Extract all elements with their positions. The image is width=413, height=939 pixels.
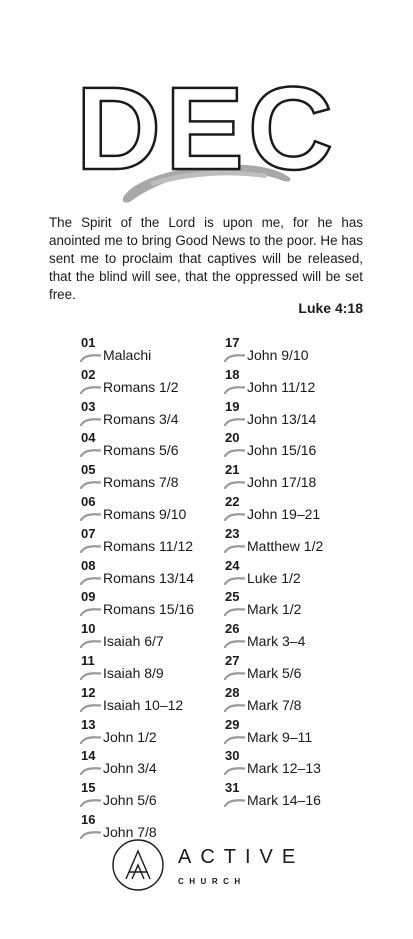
day-number: 09	[81, 589, 96, 605]
day-number: 24	[225, 557, 240, 573]
day-number: 19	[225, 398, 240, 414]
reading-list-left	[80, 336, 230, 845]
swoosh-icon	[80, 476, 102, 494]
reading-passage: Mark 7/8	[247, 696, 302, 713]
swoosh-icon	[80, 635, 102, 653]
day-number: 20	[225, 430, 240, 446]
day-number: 10	[81, 621, 96, 637]
swoosh-icon	[224, 381, 246, 399]
swoosh-icon	[224, 635, 246, 653]
scripture-reference: Luke 4:18	[298, 300, 363, 316]
reading-passage: John 17/18	[247, 474, 317, 491]
reading-passage: John 7/8	[103, 823, 157, 840]
reading-list-right	[224, 336, 374, 813]
reading-passage: Romans 9/10	[103, 505, 187, 522]
reading-entry	[224, 781, 374, 813]
reading-passage: John 19–21	[247, 505, 321, 522]
swoosh-icon	[224, 699, 246, 717]
day-number: 16	[81, 811, 96, 827]
reading-passage: Mark 12–13	[247, 760, 321, 777]
reading-entry	[224, 590, 374, 622]
day-number: 15	[81, 780, 96, 796]
swoosh-icon	[224, 603, 246, 621]
swoosh-icon	[80, 699, 102, 717]
swoosh-icon	[80, 794, 102, 812]
day-number: 14	[81, 748, 96, 764]
day-number: 18	[225, 366, 240, 382]
reading-entry	[80, 749, 230, 781]
day-number: 04	[81, 430, 96, 446]
swoosh-icon	[80, 508, 102, 526]
swoosh-icon	[224, 667, 246, 685]
reading-entry	[80, 559, 230, 591]
swoosh-icon	[80, 826, 102, 844]
month-title: DEC	[75, 63, 338, 195]
swoosh-icon	[80, 444, 102, 462]
swoosh-icon	[224, 349, 246, 367]
swoosh-icon	[80, 603, 102, 621]
reading-entry	[80, 495, 230, 527]
swoosh-icon	[80, 349, 102, 367]
day-number: 21	[225, 462, 240, 478]
reading-entry	[224, 463, 374, 495]
reading-passage: Romans 1/2	[103, 378, 179, 395]
reading-passage: Matthew 1/2	[247, 537, 324, 554]
day-number: 02	[81, 366, 96, 382]
swoosh-icon	[224, 540, 246, 558]
reading-passage: Mark 1/2	[247, 601, 302, 618]
swoosh-icon	[224, 508, 246, 526]
reading-entry	[224, 400, 374, 432]
day-number: 23	[225, 525, 240, 541]
reading-passage: Romans 3/4	[103, 410, 179, 427]
reading-entry	[80, 527, 230, 559]
reading-passage: Isaiah 6/7	[103, 633, 164, 650]
swoosh-icon	[80, 762, 102, 780]
day-number: 27	[225, 652, 240, 668]
day-number: 01	[81, 335, 96, 350]
day-number: 30	[225, 748, 240, 764]
reading-passage: Malachi	[103, 347, 152, 363]
day-number: 12	[81, 684, 96, 700]
day-number: 17	[225, 335, 240, 350]
reading-passage: Mark 9–11	[247, 728, 313, 745]
swoosh-icon	[224, 476, 246, 494]
reading-passage: Mark 14–16	[247, 792, 321, 809]
reading-entry	[80, 686, 230, 718]
reading-passage: Isaiah 10–12	[103, 696, 184, 713]
reading-entry	[80, 463, 230, 495]
day-number: 07	[81, 525, 96, 541]
day-number: 28	[225, 684, 240, 700]
reading-entry	[80, 336, 230, 368]
church-logo	[111, 838, 311, 894]
month-header	[0, 63, 413, 210]
reading-passage: John 3/4	[103, 760, 157, 777]
swoosh-icon	[80, 572, 102, 590]
active-logo-icon	[111, 838, 165, 892]
reading-passage: Luke 1/2	[247, 569, 301, 586]
swoosh-icon	[80, 731, 102, 749]
reading-entry	[80, 400, 230, 432]
reading-passage: Romans 7/8	[103, 474, 179, 491]
swoosh-icon	[80, 540, 102, 558]
reading-entry	[224, 495, 374, 527]
day-number: 03	[81, 398, 96, 414]
reading-entry	[224, 431, 374, 463]
swoosh-icon	[80, 413, 102, 431]
reading-passage: John 9/10	[247, 347, 309, 363]
reading-entry	[224, 654, 374, 686]
reading-entry	[224, 527, 374, 559]
day-number: 31	[225, 780, 240, 796]
reading-passage: Mark 5/6	[247, 664, 302, 681]
reading-entry	[80, 431, 230, 463]
reading-passage: Romans 15/16	[103, 601, 195, 618]
logo-subtitle: CHURCH	[178, 877, 246, 886]
reading-passage: Romans 11/12	[103, 537, 194, 554]
reading-entry	[80, 368, 230, 400]
day-number: 22	[225, 493, 240, 509]
reading-passage: John 11/12	[247, 378, 316, 395]
reading-entry	[224, 368, 374, 400]
reading-entry	[80, 718, 230, 750]
day-number: 05	[81, 462, 96, 478]
swoosh-icon	[224, 794, 246, 812]
swoosh-icon	[224, 762, 246, 780]
reading-passage: Isaiah 8/9	[103, 664, 164, 681]
swoosh-icon	[224, 413, 246, 431]
swoosh-icon	[80, 667, 102, 685]
reading-entry	[224, 686, 374, 718]
swoosh-icon	[80, 381, 102, 399]
day-number: 26	[225, 621, 240, 637]
reading-entry	[80, 781, 230, 813]
day-number: 13	[81, 716, 96, 732]
reading-entry	[80, 622, 230, 654]
day-number: 29	[225, 716, 240, 732]
logo-name: ACTIVE	[178, 846, 305, 868]
day-number: 25	[225, 589, 240, 605]
day-number: 11	[81, 652, 95, 668]
day-number: 06	[81, 493, 96, 509]
scripture-verse: The Spirit of the Lord is upon me, for he has anointed me to bring Good News to the poor. He has sent me to proclaim that captives will be released, that the blind will see, that the oppressed will be set free.	[49, 215, 363, 302]
swoosh-icon	[224, 572, 246, 590]
reading-passage: Romans 13/14	[103, 569, 195, 586]
reading-entry	[224, 749, 374, 781]
reading-passage: John 5/6	[103, 792, 157, 809]
reading-entry	[80, 654, 230, 686]
reading-passage: John 15/16	[247, 442, 317, 459]
reading-passage: John 1/2	[103, 728, 157, 745]
reading-passage: Mark 3–4	[247, 633, 306, 650]
swoosh-icon	[224, 444, 246, 462]
reading-entry	[224, 718, 374, 750]
reading-entry	[80, 590, 230, 622]
reading-entry	[224, 336, 374, 368]
reading-passage: Romans 5/6	[103, 442, 179, 459]
reading-entry	[224, 559, 374, 591]
reading-passage: John 13/14	[247, 410, 317, 427]
swoosh-icon	[224, 731, 246, 749]
reading-entry	[224, 622, 374, 654]
day-number: 08	[81, 557, 96, 573]
